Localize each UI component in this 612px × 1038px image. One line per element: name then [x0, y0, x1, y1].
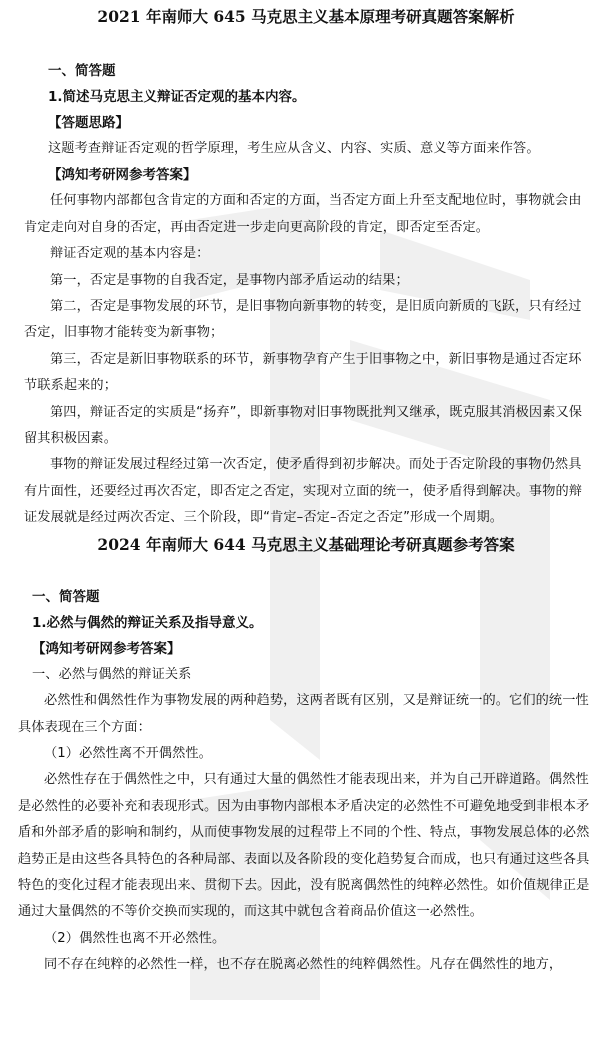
- doc1-answer-tag: 【鸿知考研网参考答案】: [48, 167, 197, 184]
- doc2-answer-tag: 【鸿知考研网参考答案】: [32, 640, 181, 657]
- doc2-body: [18, 584, 594, 688]
- doc1-paragraph: 第四，辩证否定的实质是“扬弃”，即新事物对旧事物既批判又继承，既克服其消极因素又保留其积极因素。: [24, 404, 583, 447]
- doc1-paragraph: 辩证否定观的基本内容是：: [50, 246, 210, 262]
- doc1-thinking-text: 这题考查辩证否定观的哲学原理，考生应从含义、内容、实质、意义等方面来作答。: [48, 141, 540, 156]
- doc2-title: 2024 年南师大 644 马克思主义基础理论考研真题参考答案: [97, 534, 515, 554]
- doc1-paragraph: 第二，否定是事物发展的环节，是旧事物向新事物的转变，是旧质向新质的飞跃，只有经过否定，旧事物才能转变为新事物；: [24, 299, 582, 341]
- doc1-question: 1.简述马克思主义辩证否定观的基本内容。: [48, 89, 306, 105]
- doc1-body: [18, 58, 594, 110]
- doc2-paragraph: 同不存在纯粹的必然性一样，也不存在脱离必然性的纯粹偶然性。凡存在偶然性的地方，: [44, 957, 563, 973]
- doc2-paragraph: （1）必然性离不开偶然性。: [44, 745, 212, 761]
- doc1-section-heading: 一、简答题: [48, 63, 116, 79]
- doc2-paragraphs: [18, 688, 594, 978]
- doc1-answer: [18, 110, 594, 188]
- doc2-question: 1.必然与偶然的辩证关系及指导意义。: [32, 614, 263, 631]
- doc2-subheading: 一、必然与偶然的辩证关系: [32, 666, 192, 682]
- doc1-paragraph: 事物的辩证发展过程经过第一次否定，使矛盾得到初步解决。而处于否定阶段的事物仍然具有片面性，还要经过再次否定，即否定之否定，实现对立面的统一，使矛盾得到解决。事物的辩证发展就是经过两次否定、三个阶段，即“肯定–否定–否定之否定”形成一个周期。: [24, 457, 583, 526]
- doc1-paragraph: 第一，否定是事物的自我否定，是事物内部矛盾运动的结果；: [50, 272, 409, 288]
- doc2-section-heading: 一、简答题: [32, 588, 100, 605]
- doc1-paragraph: 任何事物内部都包含肯定的方面和否定的方面，当否定方面上升至支配地位时，事物就会由肯定走向对自身的否定，再由否定进一步走向更高阶段的肯定，即否定至否定。: [24, 193, 582, 235]
- doc2-paragraph: 必然性和偶然性作为事物发展的两种趋势，这两者既有区别，又是辩证统一的。它们的统一性具体表现在三个方面：: [18, 693, 589, 735]
- doc2-paragraph: 必然性存在于偶然性之中，只有通过大量的偶然性才能表现出来，并为自己开辟道路。偶然性是必然性的必要补充和表现形式。因为由事物内部根本矛盾决定的必然性不可避免地受到非根本矛盾和外部矛盾的影响和制约，从而使事物发展的过程带上不同的个性、特点，事物发展总体的必然趋势正是由这些各具特色的各种局部、表面以及各阶段的变化趋势复合而成，也只有通过这些各具特色的变化过程才能表现出来、贯彻下去。因此，没有脱离偶然性的纯粹必然性。如价值规律正是通过大量偶然的不等价交换而实现的，而这其中就包含着商品价值这一必然性。: [18, 772, 590, 920]
- doc1-paragraphs: [18, 188, 594, 531]
- doc1-thinking-tag: 【答题思路】: [48, 115, 129, 131]
- doc2-paragraph: （2）偶然性也离不开必然性。: [44, 930, 226, 946]
- doc1-paragraph: 第三，否定是新旧事物联系的环节，新事物孕育产生于旧事物之中，新旧事物是通过否定环节联系起来的；: [24, 351, 582, 394]
- doc1-title: 2021 年南师大 645 马克思主义基本原理考研真题答案解析: [97, 7, 515, 26]
